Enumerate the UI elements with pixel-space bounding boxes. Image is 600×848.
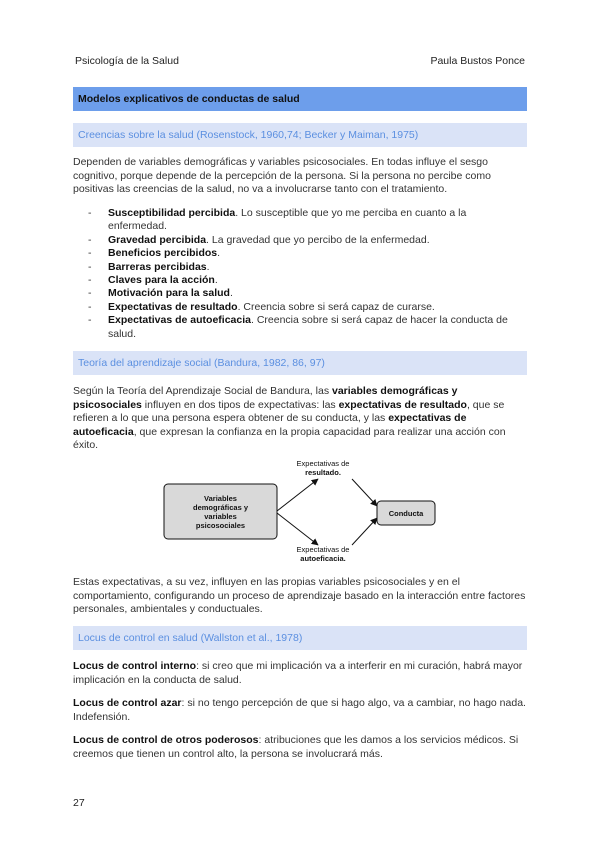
- list-item: - Expectativas de resultado. Creencia sobre si será capaz de curarse.: [88, 301, 528, 314]
- section-heading-locus: Locus de control en salud (Wallston et al., 1978): [73, 626, 527, 650]
- section2-paragraph-2: Estas expectativas, a su vez, influyen en las propias variables psicosociales y en el comportamiento, configurando un proceso de aprendizaje basado en la interacción entre factores personales, ambientales y conductuales.: [73, 576, 526, 615]
- list-item: - Claves para la acción.: [88, 274, 528, 287]
- arrow-self-efficacy-to-behavior: [352, 518, 377, 545]
- variables-label-line: psicosociales: [195, 521, 246, 530]
- bandura-diagram: [150, 455, 440, 570]
- self-efficacy-label: Expectativas de: [296, 545, 350, 554]
- list-item: - Gravedad percibida. La gravedad que yo percibo de la enfermedad.: [88, 234, 528, 247]
- locus-chance: Locus de control azar: si no tengo percepción de que si hago algo, va a cambiar, no hago nada. Indefensión.: [73, 697, 526, 723]
- list-item: - Motivación para la salud.: [88, 287, 528, 300]
- section-heading-bandura: Teoría del aprendizaje social (Bandura, 1982, 86, 97): [73, 351, 527, 375]
- header-author: Paula Bustos Ponce: [430, 55, 525, 67]
- page-title: Modelos explicativos de conductas de salud: [73, 87, 527, 111]
- list-item: - Barreras percibidas.: [88, 261, 528, 274]
- arrow-to-outcome: [277, 479, 318, 511]
- self-efficacy-label: autoeficacia.: [300, 554, 346, 563]
- variables-label-line: variables: [204, 512, 237, 521]
- locus-internal: Locus de control interno: si creo que mi implicación va a interferir en mi curación, habrá mayor implicación en la conducta de salud.: [73, 660, 523, 686]
- outcome-expectations-label: resultado.: [305, 468, 341, 477]
- variables-label-line: demográficas y: [192, 503, 249, 512]
- section-heading-creencias: Creencias sobre la salud (Rosenstock, 1960,74; Becker y Maiman, 1975): [73, 123, 527, 147]
- locus-powerful-others: Locus de control de otros poderosos: atribuciones que les damos a los servicios médicos. Si creemos que tienen un control alto, la persona se involucrará más.: [73, 734, 519, 760]
- header-subject: Psicología de la Salud: [75, 55, 179, 67]
- arrow-outcome-to-behavior: [352, 479, 377, 506]
- list-item: - Susceptibilidad percibida. Lo susceptible que yo me perciba en cuanto a la enfermedad.: [88, 207, 528, 234]
- section1-intro: Dependen de variables demográficas y variables psicosociales. En todas influye el sesgo cognitivo, porque depende de la percepción de la persona. Si la persona no percibe como positivas las creencias de la salud, no va a involucrarse tanto con el tratamiento.: [73, 156, 491, 195]
- list-item: - Beneficios percibidos.: [88, 247, 528, 260]
- page-number: 27: [73, 797, 85, 809]
- variables-label-line: Variables: [204, 494, 237, 503]
- outcome-expectations-label: Expectativas de: [296, 459, 350, 468]
- arrow-to-self-efficacy: [277, 513, 318, 545]
- section2-paragraph-1: Según la Teoría del Aprendizaje Social de Bandura, las variables demográficas y psicosociales influyen en dos tipos de expectativas: las expectativas de resultado, que se refieren a lo que una persona espera obtener de su conducta, y las expectativas de autoeficacia, que expresan la confianza en la propia capacidad para realizar una acción con éxito.: [73, 385, 506, 451]
- list-item: - Expectativas de autoeficacia. Creencia sobre si será capaz de hacer la conducta de salud.: [88, 314, 528, 341]
- beliefs-list: [88, 207, 528, 341]
- behavior-label: Conducta: [388, 509, 424, 518]
